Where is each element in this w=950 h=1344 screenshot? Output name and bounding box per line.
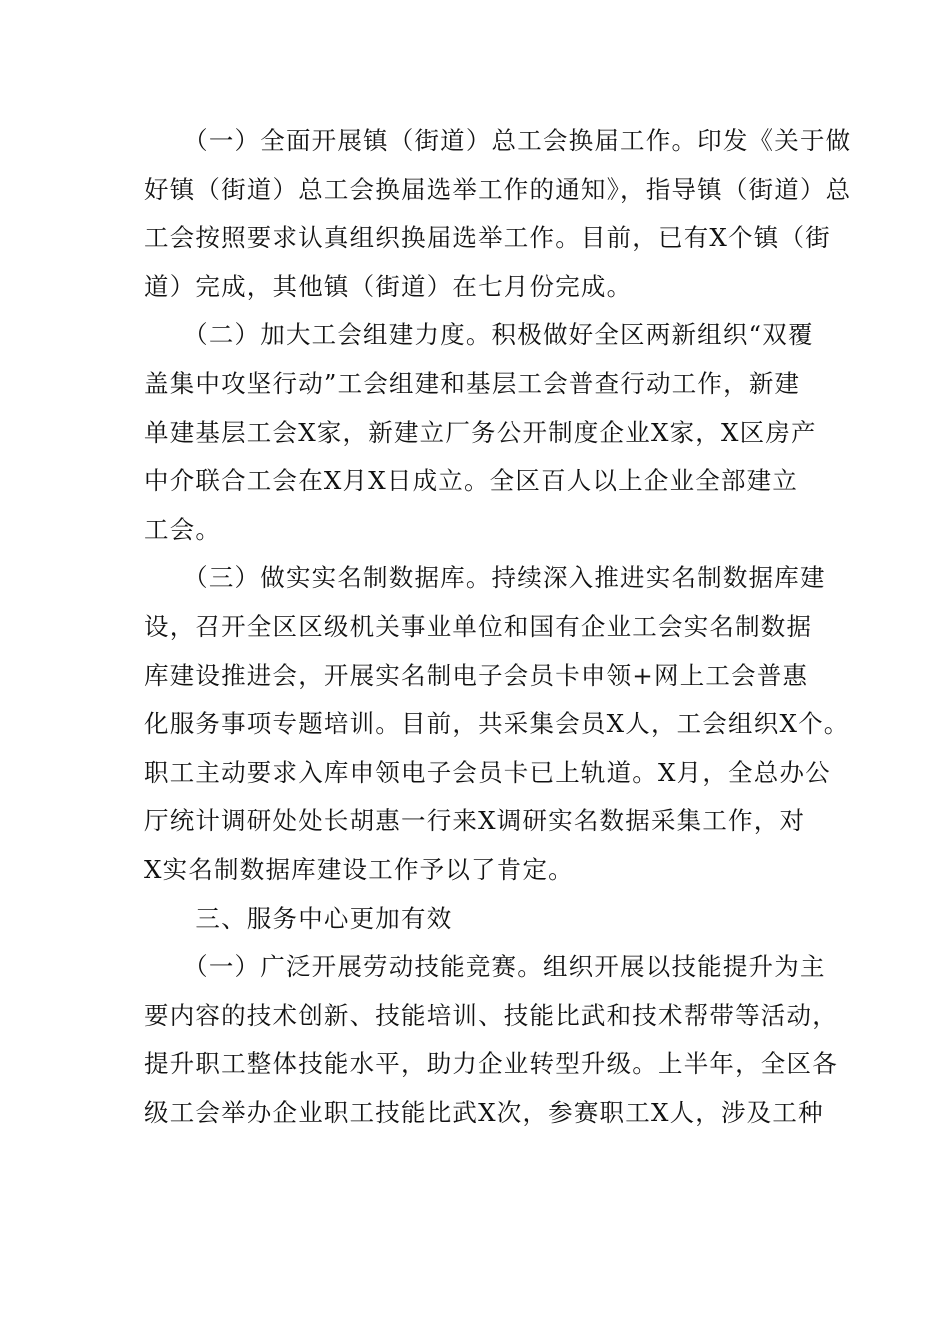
text-line: 好镇（街道）总工会换届选举工作的通知》，指导镇（街道）总 — [144, 174, 852, 204]
text-line: 级工会举办企业职工技能比武X次，参赛职工X人，涉及工种 — [144, 1097, 824, 1127]
text-line: 盖集中攻坚行动”工会组建和基层工会普查行动工作，新建 — [144, 368, 801, 398]
text-line: （二）加大工会组建力度。积极做好全区两新组织“双覆 — [144, 320, 814, 350]
text-line: 道）完成，其他镇（街道）在七月份完成。 — [144, 271, 633, 301]
text-line: 工会按照要求认真组织换届选举工作。目前，已有X个镇（街 — [144, 223, 831, 253]
text-line: X实名制数据库建设工作予以了肯定。 — [144, 854, 574, 884]
text-line: （一）广泛开展劳动技能竞赛。组织开展以技能提升为主 — [144, 952, 826, 982]
text-line: （一）全面开展镇（街道）总工会换届工作。印发《关于做 — [144, 126, 852, 155]
section-heading: 三、服务中心更加有效 — [144, 903, 453, 933]
text-line: 提升职工整体技能水平，助力企业转型升级。上半年，全区各 — [144, 1049, 838, 1079]
text-line: 单建基层工会X家，新建立厂务公开制度企业X家，X区房产 — [144, 417, 817, 447]
text-line: 职工主动要求入库申领电子会员卡已上轨道。X月，全总办公 — [144, 757, 831, 787]
text-line: 设，召开全区区级机关事业单位和国有企业工会实名制数据 — [144, 611, 813, 641]
text-line: （三）做实实名制数据库。持续深入推进实名制数据库建 — [144, 563, 826, 593]
text-line: 库建设推进会，开展实名制电子会员卡申领+网上工会普惠 — [144, 660, 809, 690]
text-line: 工会。 — [144, 514, 222, 544]
text-line: 中介联合工会在X月X日成立。全区百人以上企业全部建立 — [144, 466, 799, 496]
body-text — [144, 117, 852, 1137]
text-line: 厅统计调研处处长胡惠一行来X调研实名数据采集工作，对 — [144, 806, 806, 836]
text-line: 化服务事项专题培训。目前，共采集会员X人，工会组织X个。 — [144, 709, 850, 739]
text-line: 要内容的技术创新、技能培训、技能比武和技术帮带等活动， — [144, 1000, 838, 1030]
